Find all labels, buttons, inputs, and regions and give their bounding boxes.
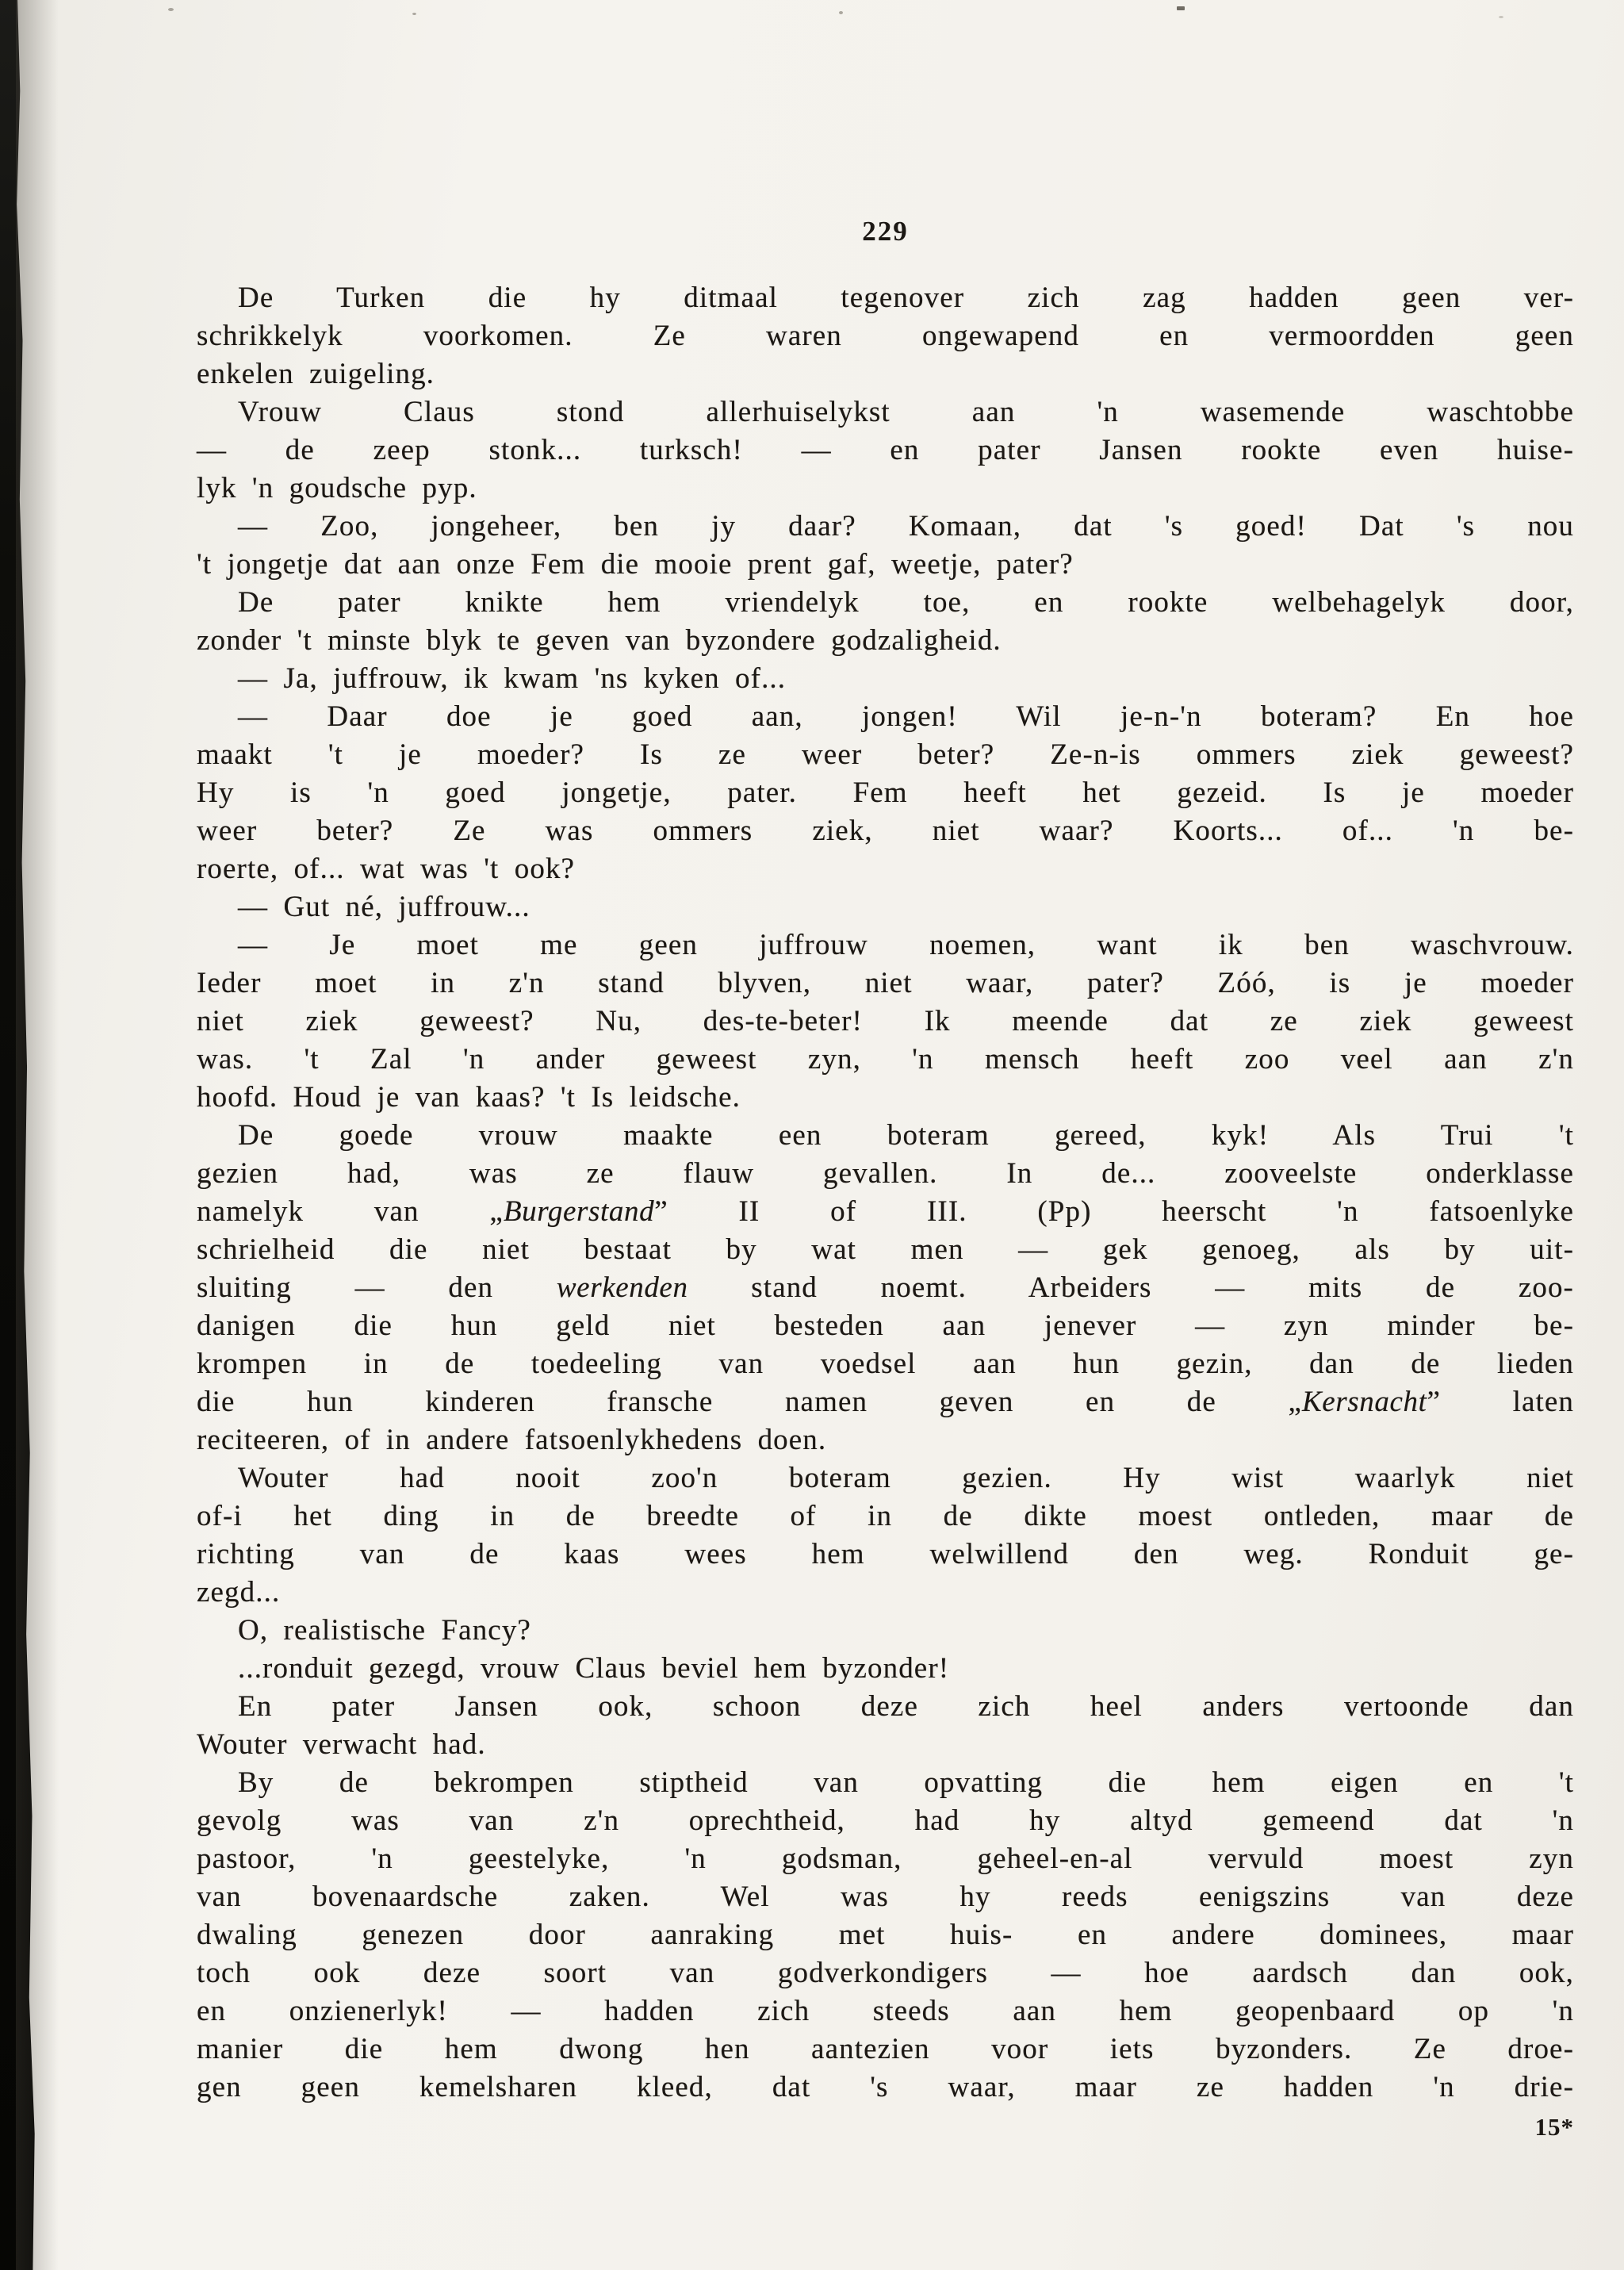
paragraph: [197, 1764, 1574, 2107]
paragraph: [197, 698, 1574, 888]
paragraph: [197, 584, 1574, 660]
text-line: — de zeep stonk... turksch! — en pater Jansen rookte even huise-: [197, 434, 1574, 466]
text-line: 't jongetje dat aan onze Fem die mooie prent gaf, weetje, pater?: [197, 548, 1074, 581]
text-line: toch ook deze soort van godverkondigers — hoe aardsch dan ook,: [197, 1957, 1574, 1989]
text-line: niet ziek geweest? Nu, des-te-beter! Ik meende dat ze ziek geweest: [197, 1005, 1574, 1037]
scan-speck: [412, 13, 416, 15]
text-line: ...ronduit gezegd, vrouw Claus beviel hem byzonder!: [238, 1652, 950, 1685]
text-line: — Ja, juffrouw, ik kwam 'ns kyken of...: [238, 662, 787, 695]
scan-speck: [1499, 16, 1503, 18]
text-line: of-i het ding in de breedte of in de dikte moest ontleden, maar de: [197, 1500, 1574, 1532]
paragraph: [197, 1117, 1574, 1459]
text-line: Vrouw Claus stond allerhuiselykst aan 'n wasemende waschtobbe: [238, 396, 1574, 428]
scan-speck: [839, 11, 843, 14]
text-line: De goede vrouw maakte een boteram gereed, kyk! Als Trui 't: [238, 1119, 1574, 1152]
text-line: zegd...: [197, 1576, 281, 1609]
text-line: Hy is 'n goed jongetje, pater. Fem heeft het gezeid. Is je moeder: [197, 776, 1574, 809]
paragraph: [197, 508, 1574, 584]
text-line: maakt 't je moeder? Is ze weer beter? Ze-n-is ommers ziek geweest?: [197, 738, 1574, 771]
paragraph: [197, 926, 1574, 1117]
text-line: namelyk van „Burgerstand” II of III. (Pp) heerscht 'n fatsoenlyke: [197, 1195, 1574, 1228]
text-line: richting van de kaas wees hem welwillend den weg. Ronduit ge-: [197, 1538, 1574, 1570]
signature-mark: 15*: [1534, 2113, 1574, 2141]
text-line: — Gut né, juffrouw...: [238, 891, 530, 923]
paragraph: [197, 1612, 1574, 1650]
text-line: enkelen zuigeling.: [197, 358, 435, 390]
text-line: — Daar doe je goed aan, jongen! Wil je-n-'n boteram? En hoe: [238, 700, 1574, 733]
text-line: gevolg was van z'n oprechtheid, had hy altyd gemeend dat 'n: [197, 1804, 1574, 1837]
paragraph: [197, 660, 1574, 698]
text-line: dwaling genezen door aanraking met huis- en andere dominees, maar: [197, 1919, 1574, 1951]
text-line: was. 't Zal 'n ander geweest zyn, 'n mensch heeft zoo veel aan z'n: [197, 1043, 1574, 1076]
paragraph: [197, 1688, 1574, 1764]
text-line: manier die hem dwong hen aantezien voor iets byzonders. Ze droe-: [197, 2033, 1574, 2065]
paragraph: [197, 1650, 1574, 1688]
text-line: En pater Jansen ook, schoon deze zich heel anders vertoonde dan: [238, 1690, 1574, 1723]
text-line: — Zoo, jongeheer, ben jy daar? Komaan, dat 's goed! Dat 's nou: [238, 510, 1574, 543]
text-line: De pater knikte hem vriendelyk toe, en rookte welbehagelyk door,: [238, 586, 1574, 619]
text-line: danigen die hun geld niet besteden aan jenever — zyn minder be-: [197, 1309, 1574, 1342]
paragraph: [197, 1459, 1574, 1612]
text-line: Ieder moet in z'n stand blyven, niet waar, pater? Zóó, is je moeder: [197, 967, 1574, 999]
paragraph: [197, 279, 1574, 393]
scan-speck: [1177, 6, 1185, 10]
text-line: O, realistische Fancy?: [238, 1614, 531, 1647]
text-line: die hun kinderen fransche namen geven en de „Kersnacht” laten: [197, 1386, 1574, 1418]
paragraph: [197, 393, 1574, 508]
page-number: 229: [862, 216, 909, 247]
text-line: reciteeren, of in andere fatsoenlykhedens doen.: [197, 1424, 827, 1456]
text-line: De Turken die hy ditmaal tegenover zich zag hadden geen ver-: [238, 282, 1574, 314]
scan-gutter-shadow: [0, 0, 36, 2270]
text-line: van bovenaardsche zaken. Wel was hy reeds eenigszins van deze: [197, 1881, 1574, 1913]
text-line: lyk 'n goudsche pyp.: [197, 472, 477, 504]
text-line: sluiting — den werkenden stand noemt. Arbeiders — mits de zoo-: [197, 1271, 1574, 1304]
text-line: schrielheid die niet bestaat by wat men — gek genoeg, als by uit-: [197, 1233, 1574, 1266]
text-line: pastoor, 'n geestelyke, 'n godsman, geheel-en-al vervuld moest zyn: [197, 1842, 1574, 1875]
text-block: [197, 279, 1574, 2107]
text-line: roerte, of... wat was 't ook?: [197, 853, 576, 885]
scan-speck: [168, 8, 174, 11]
text-line: schrikkelyk voorkomen. Ze waren ongewapend en vermoordden geen: [197, 320, 1574, 352]
text-line: zonder 't minste blyk te geven van byzondere godzaligheid.: [197, 624, 1002, 657]
text-line: Wouter had nooit zoo'n boteram gezien. Hy wist waarlyk niet: [238, 1462, 1574, 1494]
text-line: — Je moet me geen juffrouw noemen, want ik ben waschvrouw.: [238, 929, 1574, 961]
text-line: gezien had, was ze flauw gevallen. In de... zooveelste onderklasse: [197, 1157, 1574, 1190]
text-line: By de bekrompen stiptheid van opvatting die hem eigen en 't: [238, 1766, 1574, 1799]
text-line: krompen in de toedeeling van voedsel aan hun gezin, dan de lieden: [197, 1348, 1574, 1380]
text-line: hoofd. Houd je van kaas? 't Is leidsche.: [197, 1081, 741, 1114]
text-line: weer beter? Ze was ommers ziek, niet waar? Koorts... of... 'n be-: [197, 815, 1574, 847]
text-line: Wouter verwacht had.: [197, 1728, 486, 1761]
text-line: en onzienerlyk! — hadden zich steeds aan hem geopenbaard op 'n: [197, 1995, 1574, 2027]
paragraph: [197, 888, 1574, 926]
text-line: gen geen kemelsharen kleed, dat 's waar, maar ze hadden 'n drie-: [197, 2071, 1574, 2103]
